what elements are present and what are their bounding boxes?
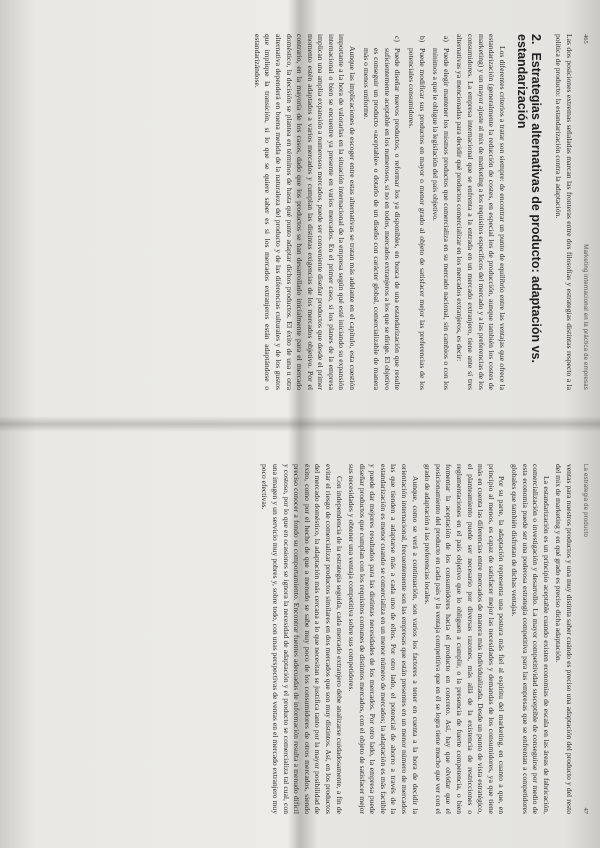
list-item [430, 36, 451, 390]
intro-paragraph: Las dos posiciones extremas señaladas marcan las fronteras entre dos filosofías y estrategias distintas respecto a la política de producto: la estandarización contra la adaptación. [554, 34, 574, 390]
list-item-text: Puede diseñar nuevos productos, o reformar los ya disponibles, en busca de una estandarización que resulte suficientemente aceptable en los numerosos, si no en todos, mercados extranjeros a los que se dirige. El objetivo es conseguir un producto «aceptable» o dotarlo de un diseño con carácter global, comercializable de manera más o menos uniforme. [361, 48, 403, 390]
list-marker: a) [441, 36, 451, 42]
alternatives-list [360, 34, 451, 390]
list-item [360, 36, 403, 390]
body-paragraph: La estandarización es un principio aceptable cuando existen economías de escala en las áreas de fabricación, comercialización o investigación y desarrollo. La mayor competitividad susceptible de conseguirse por medio de esta economía puede ser una poderosa estrategia competitiva para las empresas que se enfrentan a competidores globales que también disfrutan de dichas ventajas. [510, 464, 551, 814]
left-running-header: Marketing internacional en la práctica de empresas [582, 244, 588, 390]
body-paragraph: Los diferentes criterios a tratar son siempre: de encontrar un punto de equilibrio entre las ventajas que ofrece la estandarización (generalmente la reducción de costes, en especial los de producción, aunque también los costes de marketing) y un mayor ajuste al mix de marketing a los requisitos específicos del mercado y a las preferencias de los consumidores. La empresa internacional que se enfrenta a la entrada en un mercado extranjero, tiene ante sí tres alternativas ya mencionadas para decidir qué productos comercializar en los mercados extranjeros, es decir: [455, 34, 507, 390]
list-marker: c) [393, 36, 403, 42]
right-running-header: La estrategia de producto [582, 464, 588, 538]
section-number: 2. [528, 34, 543, 45]
section-heading [515, 34, 543, 390]
right-page-number: 47 [582, 807, 589, 814]
body-paragraph: Con independencia de la estrategia seguida, cada mercado extranjero debe analizarse cuidadosamente, a fin de evitar el riesgo de comercializar productos similares en dos mercados que son muy distintos. Así, en los productos del mercado doméstico, la adaptación más cercana a lo que necesitan se justifica tanto por la mayor posibilidad de éxito, como por el hecho de que a menudo se sabe muy poco de los consumidores de otros mercados, siendo preciso conocer a fondo su comportamiento. Encontrar fuentes adecuadas de información resulta a menudo difícil y costoso, por lo que en ocasiones se ignora la necesidad de adaptación y el producto se comercializa tal cual, con una imagen y un servicio muy pobres y, sobre todo, con unas perspectivas de ventas en el mercado extranjero muy poco efectivas. [260, 464, 344, 814]
body-paragraph: Aunque las implicaciones de escoger entre estas alternativas se tratan más adelante en el capítulo, esta cuestión importante a la hora de valorarlas en la situación internacional de la empresa según qué esté iniciando su expansión internacional o bien se encuentre ya presente en varios mercados. En el primer caso, si los planes de la empresa implican una amplia expansión a numerosos mercados, puede ser conveniente diseñar productos que desde el primer momento estén adaptados a varios mercados y cumplan las distintas exigencias de los mercados objetivo. Por el contrario, en la mayoría de los casos, dado que los productos se han desarrollado inicialmente para el mercado doméstico, la decisión se plantea en términos de hasta qué punto adaptar dichos productos. El éxito de una u otra alternativa dependerá en buena medida de la naturaleza del producto y de las diferencias culturales y de los gustos que implique la transición, si lo que se quiere saber es si los mercados extranjeros están adaptándose o estandarizándose. [252, 34, 358, 390]
body-paragraph: Por su parte, la adaptación representa una postura más fiel al espíritu del marketing, en cuanto a que, en principio al menos, es capaz de satisfacer mejor las necesidades y demandas de los consumidores, ya que tiene más en cuenta las diferencias entre mercados de manera más individualizada. Desde un punto de vista estratégico, el planteamiento puede ser necesario por diversas razones, más allá de la existencia de restricciones o reglamentaciones en el país objetivo que lo obliguen a cumplir, o la presencia de fuerte competencia, o bien fomentar la aceptación de los consumidores hacia el producto en concreto. Así, hay que olvidar que el posicionamiento del producto en cada país y la ventaja competitiva que en él se logra tiene mucho que ver con el grado de adaptación a las preferencias locales. [423, 464, 507, 814]
left-page-number: 465 [582, 34, 589, 44]
section-title: Estrategias alternativas de producto: adaptación vs. estandarización [514, 34, 543, 363]
body-paragraph: Aunque, como se verá a continuación, son varios los factores a tener en cuenta a la hora de decidir la orientación internacional, frecuentemente son las empresas que están presentes en un menor número de mercados las que tienden a adaptarse más a cada uno de ellos. Por otro lado, el potencial de ahorro a través de la estandarización es menor cuando se comercializa en un menor número de mercados; la adaptación es más factible y puede dar mejores resultados para las distintas necesidades de los mercados. Por otro lado, la empresa puede diseñar productos que cumplan con los requisitos comunes de distintos mercados, con el objeto de satisfacer mejor sus necesidades y obtener una ventaja competitiva sobre sus competidores. [347, 464, 420, 814]
list-item [405, 36, 427, 390]
body-paragraph: ventas para nuestros productos y una muy distinta saber cuándo es preciso una adaptación del producto y del resto del mix de marketing y en qué grado es preciso dicha adaptación. [554, 464, 574, 814]
right-page [0, 424, 600, 848]
list-item-text: Puede modificar sus productos en mayor o menor grado al objeto de satisfacer mejor las preferencias de los potenciales consumidores. [407, 48, 427, 390]
list-marker: b) [417, 36, 427, 43]
list-item-text: Puede elegir mantener los mismos productos que comercializa en su mercado nacional, sin cambios o con los mínimos a que le obligue la legislación del país objetivo. [431, 48, 451, 390]
